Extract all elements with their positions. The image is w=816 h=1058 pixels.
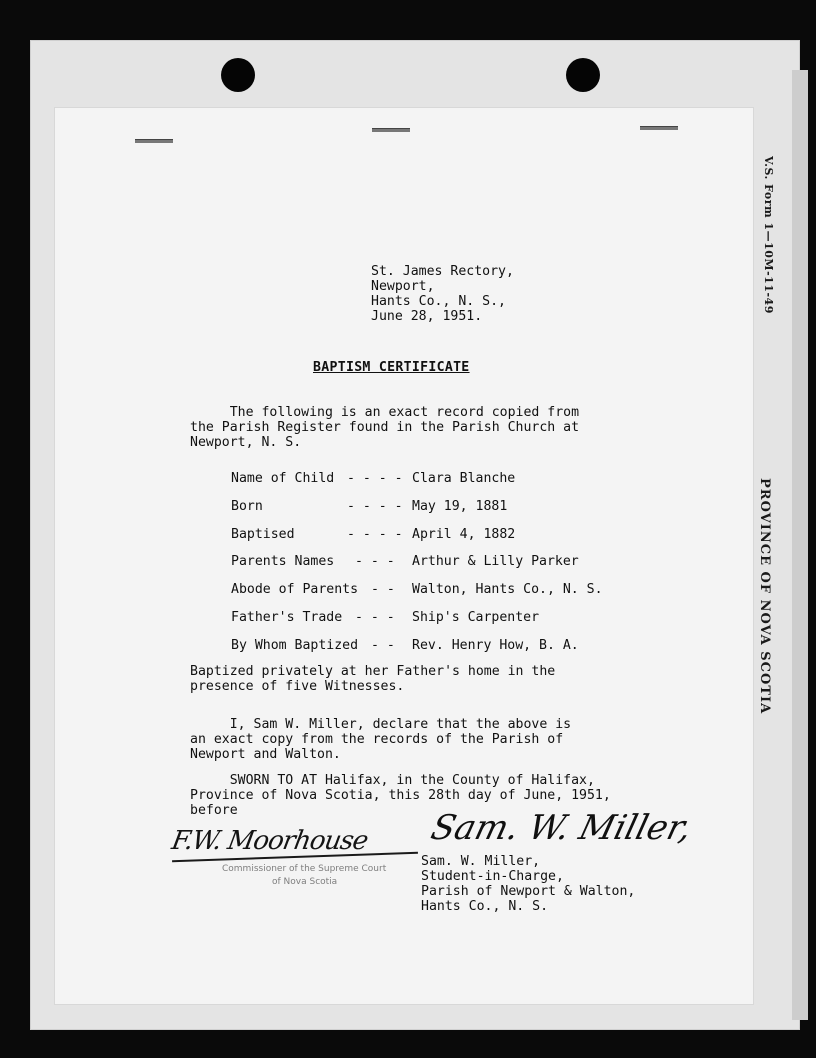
certificate-sheet [55, 108, 753, 1004]
declaration-line-3: Newport and Walton. [190, 747, 341, 762]
intro-line-1: The following is an exact record copied from [190, 405, 580, 420]
record-label: Baptised [231, 527, 295, 542]
declaration-line-2: an exact copy from the records of the Parish of [190, 732, 564, 747]
header-date: June 28, 1951. [371, 309, 483, 324]
sworn-line-1: SWORN TO AT Halifax, in the County of Halifax, [190, 773, 595, 788]
intro-line-3: Newport, N. S. [190, 435, 302, 450]
record-label: Abode of Parents [231, 582, 359, 597]
commissioner-signature: F.W. Moorhouse [169, 826, 370, 856]
record-label: Name of Child [231, 471, 335, 486]
record-dashes: - - [371, 582, 395, 597]
record-value-born: May 19, 1881 [412, 499, 508, 514]
staple [135, 139, 173, 143]
record-dashes: - - [371, 638, 395, 653]
province-heading: PROVINCE OF NOVA SCOTIA [757, 478, 772, 715]
signer-signature: Sam. W. Miller, [427, 808, 696, 848]
commissioner-stamp: Commissioner of the Supreme Court [222, 864, 387, 874]
record-value-trade: Ship's Carpenter [412, 610, 540, 625]
record-value-abode: Walton, Hants Co., N. S. [412, 582, 603, 597]
intro-line-2: the Parish Register found in the Parish Church at [190, 420, 580, 435]
record-dashes: - - - - [347, 527, 403, 542]
form-number: V.S. Form 1—10M-11-49 [762, 156, 775, 314]
header-line-3: Hants Co., N. S., [371, 294, 506, 309]
punch-hole [566, 58, 600, 92]
declaration-line-1: I, Sam W. Miller, declare that the above is [190, 717, 572, 732]
certificate-title: BAPTISM CERTIFICATE [313, 360, 470, 375]
staple [372, 128, 410, 132]
record-label: Parents Names [231, 554, 335, 569]
punch-hole [221, 58, 255, 92]
record-label: Father's Trade [231, 610, 343, 625]
signer-parish: Parish of Newport & Walton, [421, 884, 636, 899]
signer-county: Hants Co., N. S. [421, 899, 549, 914]
signer-name: Sam. W. Miller, [421, 854, 541, 869]
record-value-parents: Arthur & Lilly Parker [412, 554, 579, 569]
commissioner-stamp: of Nova Scotia [272, 877, 338, 887]
record-label: Born [231, 499, 263, 514]
record-dashes: - - - [355, 554, 395, 569]
record-label: By Whom Baptized [231, 638, 359, 653]
header-line-1: St. James Rectory, [371, 264, 514, 279]
signer-title: Student-in-Charge, [421, 869, 564, 884]
record-value-minister: Rev. Henry How, B. A. [412, 638, 579, 653]
backing-edge [792, 70, 808, 1020]
record-value-baptised: April 4, 1882 [412, 527, 516, 542]
record-dashes: - - - - [347, 471, 403, 486]
note-line-1: Baptized privately at her Father's home in the [190, 664, 556, 679]
sworn-line-3: before [190, 803, 238, 818]
record-dashes: - - - - [347, 499, 403, 514]
record-value-name: Clara Blanche [412, 471, 516, 486]
sworn-line-2: Province of Nova Scotia, this 28th day of June, 1951, [190, 788, 611, 803]
note-line-2: presence of five Witnesses. [190, 679, 405, 694]
staple [640, 126, 678, 130]
header-line-2: Newport, [371, 279, 435, 294]
record-dashes: - - - [355, 610, 395, 625]
